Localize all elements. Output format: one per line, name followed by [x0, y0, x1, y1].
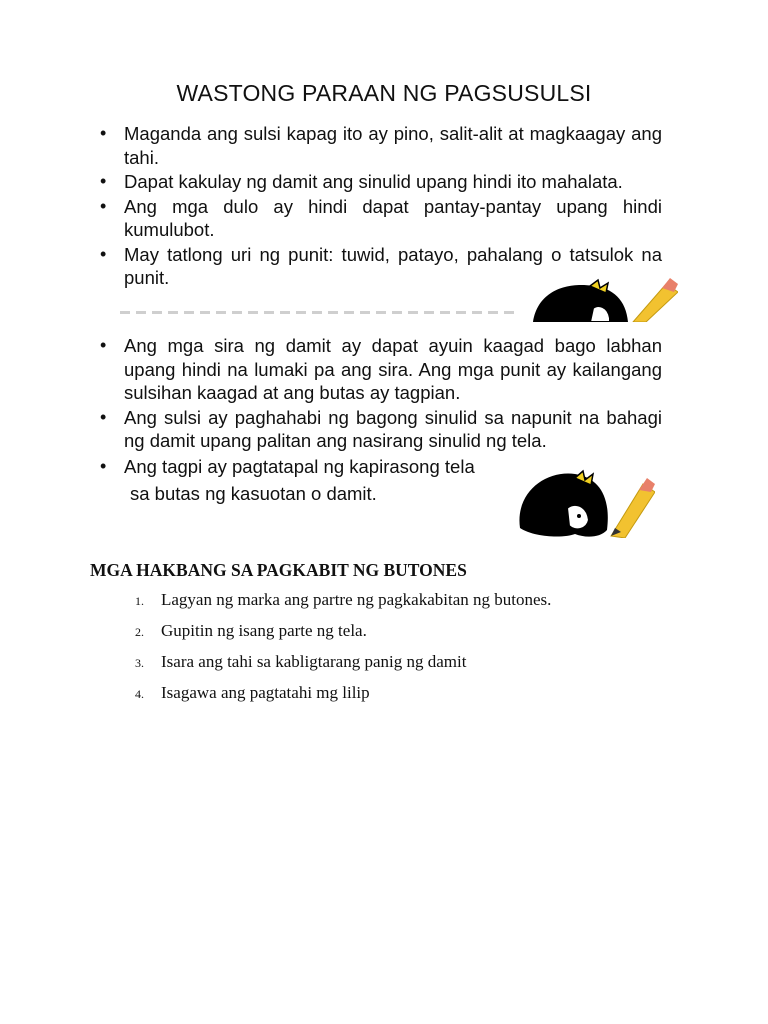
girl-mascot-icon: [519, 471, 607, 537]
list-item: [100, 170, 662, 194]
list-item: [135, 590, 551, 621]
steps-title: MGA HAKBANG SA PAGKABIT NG BUTONES: [90, 560, 467, 580]
step-text: Lagyan ng marka ang partre ng pagkakabitan ng butones.: [161, 590, 552, 609]
list-item-text: Ang mga dulo ay hindi dapat pantay-pantay upang hindi kumulubot.: [124, 195, 662, 240]
page-title: WASTONG PARAAN NG PAGSUSULSI: [176, 80, 592, 106]
list-item-text: May tatlong uri ng punit: tuwid, patayo, pahalang o tatsulok na punit.: [124, 243, 662, 288]
cropped-text-line: [120, 311, 520, 314]
step-number: 1.: [135, 594, 144, 608]
step-text: Gupitin ng isang parte ng tela.: [161, 621, 367, 640]
step-text: Isara ang tahi sa kabligtarang panig ng damit: [161, 652, 467, 671]
girl-mascot-icon: [528, 270, 678, 322]
bullet-icon: •: [100, 123, 107, 143]
bullet-icon: •: [100, 406, 107, 427]
list-item: [135, 683, 551, 714]
pencil-icon: [633, 278, 678, 322]
list-item-text: Maganda ang sulsi kapag ito ay pino, salit-alit at magkaagay ang tahi.: [124, 123, 662, 168]
pencil-icon: [611, 478, 655, 538]
steps-list: [135, 590, 551, 714]
list-item: [100, 406, 662, 453]
list-item-continuation: sa butas ng kasuotan o damit.: [130, 483, 377, 504]
bullet-icon: •: [100, 243, 107, 264]
step-number: 2.: [135, 625, 144, 639]
bullet-icon: •: [100, 455, 107, 476]
girl-mascot-icon: [533, 280, 628, 322]
step-text: Isagawa ang pagtatahi mg lilip: [161, 683, 370, 702]
bullet-icon: •: [100, 335, 107, 355]
list-item-text: Ang sulsi ay paghahabi ng bagong sinulid sa napunit na bahagi ng damit upang palitan ang nasirang sinulid ng tela.: [124, 406, 662, 451]
tips-list-1: [100, 122, 662, 291]
list-item: [100, 334, 662, 405]
list-item-text: Ang tagpi ay pagtatapal ng kapirasong tela: [124, 455, 475, 477]
step-number: 3.: [135, 656, 144, 670]
bullet-icon: •: [100, 171, 107, 191]
list-item: [100, 195, 662, 242]
list-item-text: Ang mga sira ng damit ay dapat ayuin kaagad bago labhan upang hindi na lumaki pa ang sira. Ang mga punit ay kailangang sulsihan kaagad at ang butas ay tagpian.: [124, 335, 662, 403]
bullet-icon: •: [100, 195, 107, 216]
step-number: 4.: [135, 687, 144, 701]
list-item: [135, 652, 551, 683]
girl-mascot-icon: [515, 468, 655, 538]
list-item: [135, 621, 551, 652]
list-item-text: Dapat kakulay ng damit ang sinulid upang hindi ito mahalata.: [124, 171, 623, 192]
list-item: [100, 122, 662, 169]
